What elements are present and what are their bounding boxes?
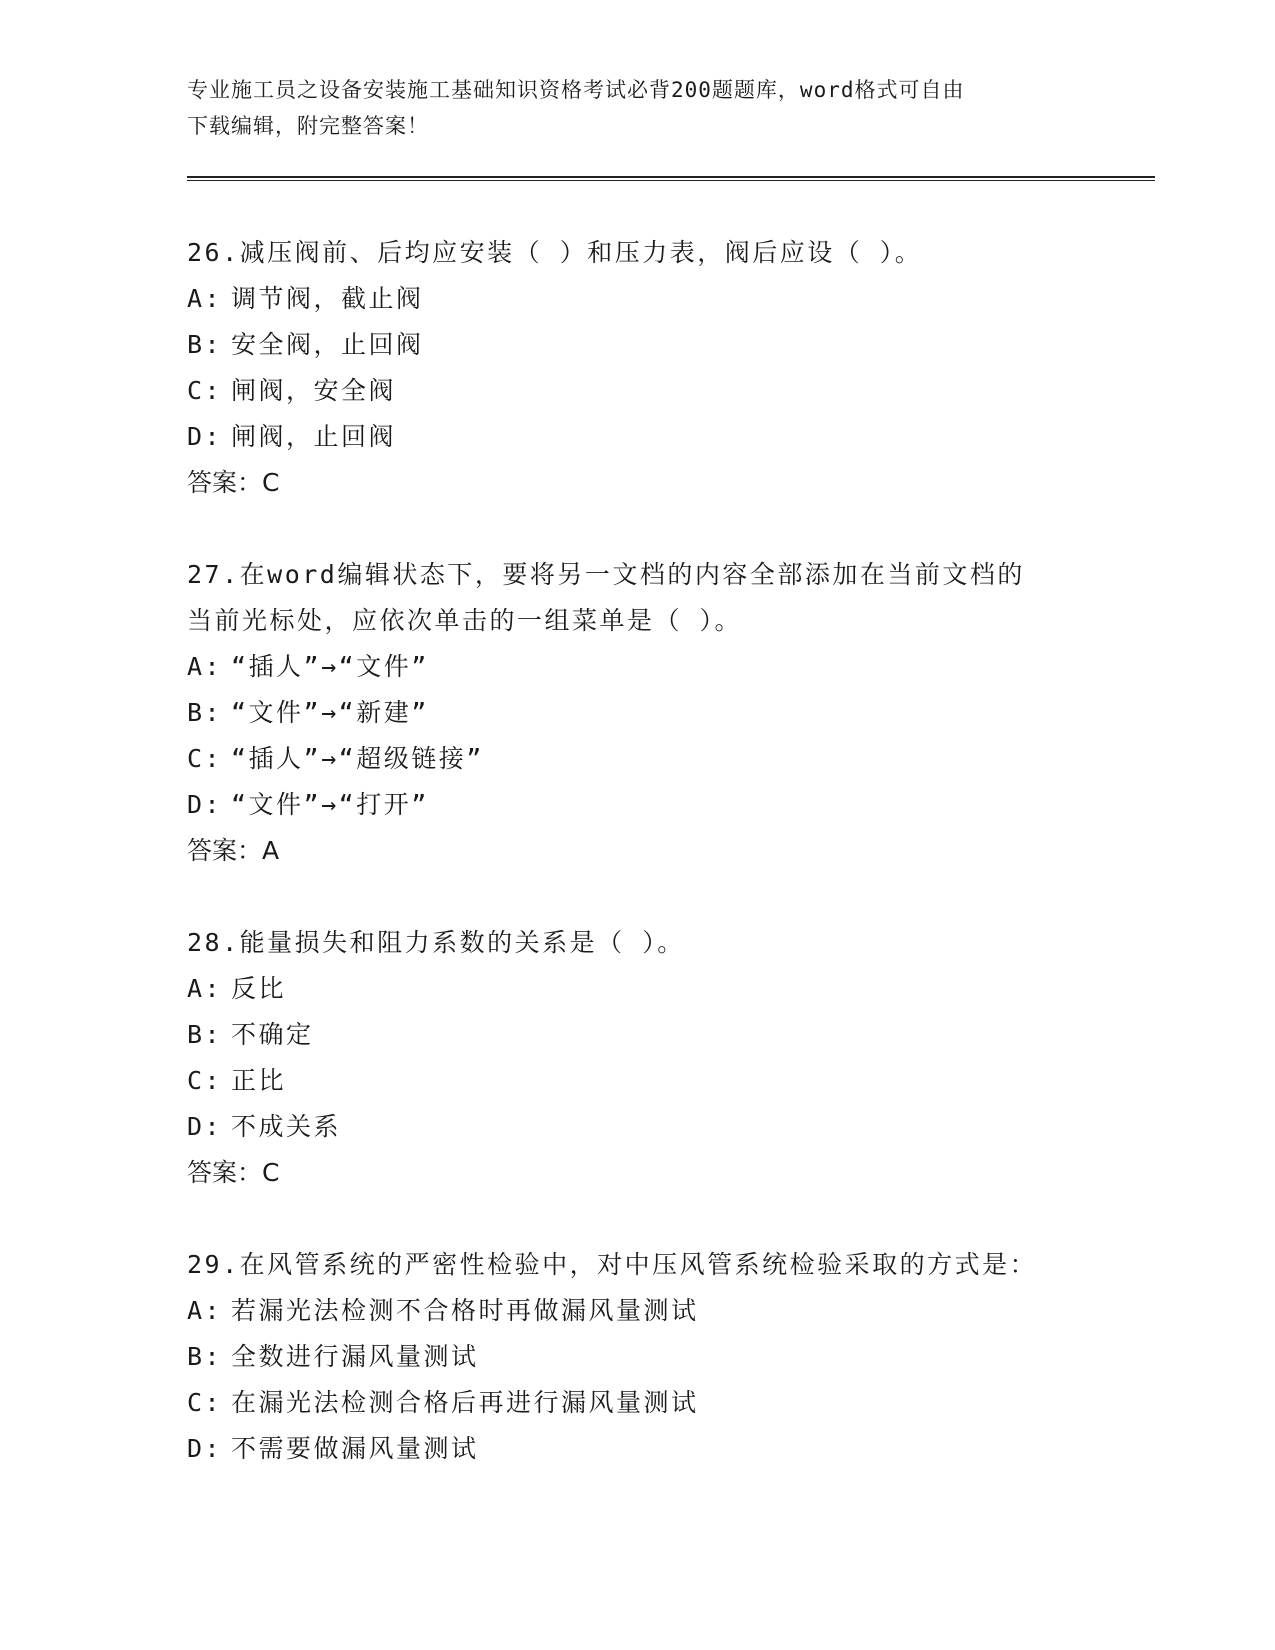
- option-d: [187, 414, 1087, 460]
- option-a: [187, 644, 1087, 690]
- option-text: 不确定: [231, 1020, 314, 1049]
- option-text: 正比: [231, 1066, 287, 1095]
- option-letter: B:: [187, 1020, 223, 1049]
- option-letter: C:: [187, 376, 223, 405]
- option-text: 调节阀，截止阀: [231, 284, 424, 313]
- option-a: [187, 1288, 1087, 1334]
- header-line-1: 专业施工员之设备安装施工基础知识资格考试必背200题题库，word格式可自由: [187, 78, 965, 102]
- header-divider: [187, 176, 1155, 181]
- option-d: [187, 1426, 1087, 1472]
- option-letter: D:: [187, 1112, 223, 1141]
- option-text: 闸阀，安全阀: [231, 376, 397, 405]
- option-letter: D:: [187, 422, 223, 451]
- question-27: [187, 552, 1087, 874]
- question-29: [187, 1242, 1087, 1472]
- question-stem: 28.能量损失和阻力系数的关系是（ ）。: [187, 928, 685, 957]
- option-letter: B:: [187, 330, 223, 359]
- answer-line: 答案：A: [187, 836, 280, 865]
- question-list: [187, 230, 1087, 1472]
- option-c: [187, 368, 1087, 414]
- option-text: “插人”→“文件”: [231, 652, 429, 681]
- question-26: [187, 230, 1087, 506]
- answer-line: 答案：C: [187, 468, 280, 497]
- option-text: “文件”→“新建”: [231, 698, 429, 727]
- option-a: [187, 966, 1087, 1012]
- option-b: [187, 322, 1087, 368]
- option-text: 反比: [231, 974, 287, 1003]
- header-line-2: 下载编辑，附完整答案！: [187, 114, 429, 138]
- question-28: [187, 920, 1087, 1196]
- option-text: “文件”→“打开”: [231, 790, 429, 819]
- option-d: [187, 1104, 1087, 1150]
- option-c: [187, 1058, 1087, 1104]
- option-text: “插人”→“超级链接”: [231, 744, 484, 773]
- document-header: [187, 72, 1067, 144]
- option-text: 闸阀，止回阀: [231, 422, 397, 451]
- option-text: 若漏光法检测不合格时再做漏风量测试: [231, 1296, 699, 1325]
- option-b: [187, 690, 1087, 736]
- option-text: 安全阀，止回阀: [231, 330, 424, 359]
- answer-line: 答案：C: [187, 1158, 280, 1187]
- option-b: [187, 1012, 1087, 1058]
- option-c: [187, 1380, 1087, 1426]
- option-text: 不需要做漏风量测试: [231, 1434, 479, 1463]
- option-text: 在漏光法检测合格后再进行漏风量测试: [231, 1388, 699, 1417]
- option-d: [187, 782, 1087, 828]
- option-letter: B:: [187, 1342, 223, 1371]
- option-text: 不成关系: [231, 1112, 342, 1141]
- question-stem: 26.减压阀前、后均应安装（ ）和压力表，阀后应设（ ）。: [187, 238, 923, 267]
- option-a: [187, 276, 1087, 322]
- question-stem-line-1: 27.在word编辑状态下，要将另一文档的内容全部添加在当前文档的: [187, 560, 1025, 589]
- option-letter: C:: [187, 1066, 223, 1095]
- option-letter: A:: [187, 652, 223, 681]
- option-letter: C:: [187, 744, 223, 773]
- option-text: 全数进行漏风量测试: [231, 1342, 479, 1371]
- option-letter: A:: [187, 1296, 223, 1325]
- option-letter: C:: [187, 1388, 223, 1417]
- option-letter: A:: [187, 974, 223, 1003]
- question-stem-line-2: 当前光标处，应依次单击的一组菜单是（ ）。: [187, 606, 743, 635]
- option-letter: D:: [187, 1434, 223, 1463]
- option-b: [187, 1334, 1087, 1380]
- option-letter: B:: [187, 698, 223, 727]
- option-c: [187, 736, 1087, 782]
- question-stem: 29.在风管系统的严密性检验中，对中压风管系统检验采取的方式是：: [187, 1250, 1038, 1279]
- option-letter: D:: [187, 790, 223, 819]
- option-letter: A:: [187, 284, 223, 313]
